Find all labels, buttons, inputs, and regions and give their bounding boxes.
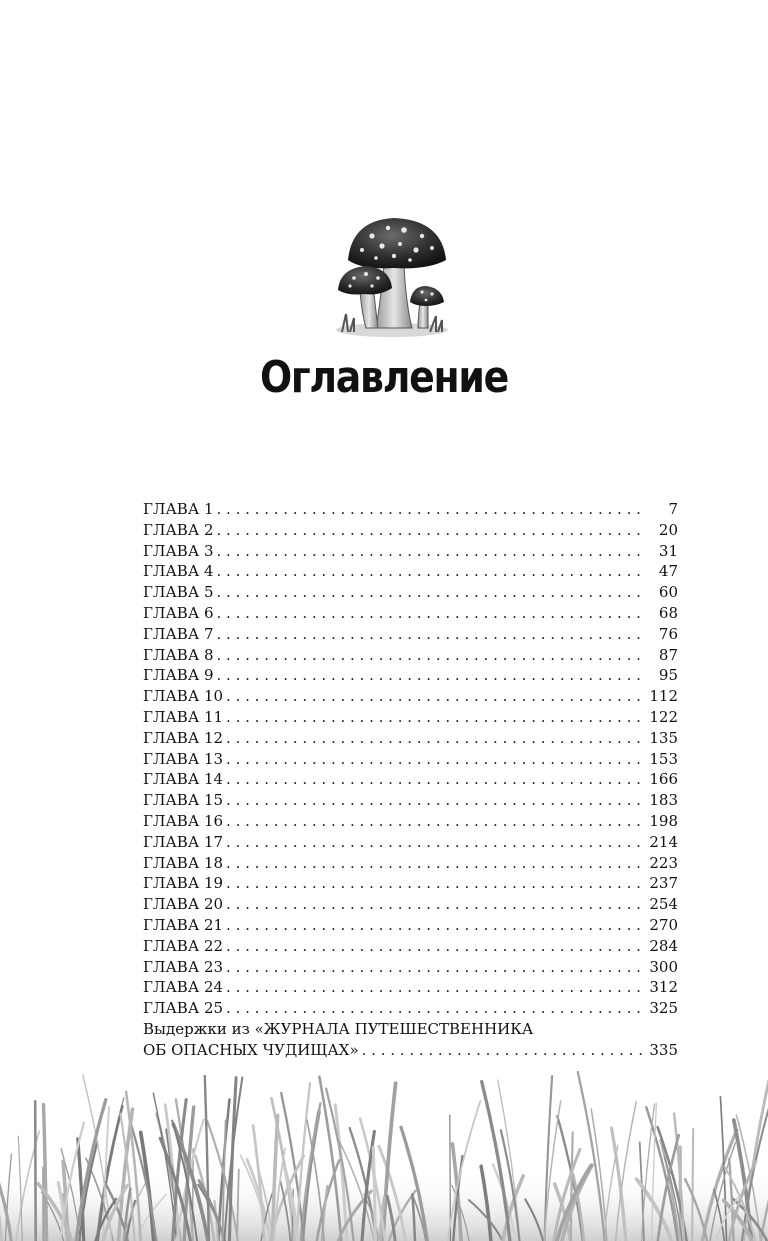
toc-entry (143, 499, 678, 520)
toc-leader-dots (226, 915, 644, 936)
toc-entry-label: ГЛАВА 2 (143, 520, 214, 539)
toc-entry (143, 520, 678, 541)
toc-entry (143, 665, 678, 686)
toc-entry-page: 20 (658, 520, 678, 539)
toc-entry-page: 47 (658, 562, 678, 581)
toc-entry (143, 561, 678, 582)
toc-entry (143, 957, 678, 978)
toc-entry (143, 915, 678, 936)
toc-entry-page: 214 (649, 832, 678, 851)
toc-leader-dots (217, 582, 644, 603)
toc-leader-dots (217, 665, 644, 686)
toc-entry-page: 122 (649, 707, 678, 726)
toc-entry (143, 686, 678, 707)
toc-entry-label: ГЛАВА 10 (143, 687, 224, 706)
toc-leader-dots (226, 936, 644, 957)
toc-entry-label: ГЛАВА 20 (143, 895, 224, 914)
toc-leader-dots (226, 749, 644, 770)
toc-entry-page: 87 (658, 645, 678, 664)
toc-entry-page: 68 (658, 603, 678, 622)
toc-entry-label: ГЛАВА 13 (143, 749, 224, 768)
grass-blade (35, 1101, 36, 1241)
toc-entry-label: ГЛАВА 15 (143, 791, 224, 810)
toc-entry-page: 237 (649, 874, 678, 893)
toc-appendix-entry (143, 1040, 678, 1061)
toc-entry-label: ГЛАВА 23 (143, 957, 224, 976)
toc-leader-dots (217, 603, 644, 624)
toc-entry-label: ГЛАВА 9 (143, 666, 214, 685)
toc-entry-label: ГЛАВА 16 (143, 811, 224, 830)
toc-entry (143, 728, 678, 749)
toc-leader-dots (226, 957, 644, 978)
toc-entry (143, 749, 678, 770)
toc-entry-page: 7 (668, 500, 678, 518)
toc-leader-dots (226, 728, 644, 749)
toc-entry-label: ГЛАВА 12 (143, 728, 224, 747)
toc-leader-dots (217, 499, 644, 520)
table-of-contents (143, 499, 678, 1061)
toc-leader-dots (217, 520, 644, 541)
toc-entry-page: 95 (658, 666, 678, 685)
toc-entry-page: 112 (649, 687, 678, 706)
toc-entry-label: ГЛАВА 11 (143, 707, 224, 726)
toc-entry-page: 223 (649, 853, 678, 872)
toc-leader-dots (226, 873, 644, 894)
toc-entry (143, 582, 678, 603)
toc-entry-page: 312 (649, 978, 678, 997)
toc-entry-page: 300 (649, 957, 678, 976)
toc-leader-dots (217, 624, 644, 645)
toc-entry-label: ГЛАВА 14 (143, 770, 224, 789)
toc-entry (143, 645, 678, 666)
toc-entry-page: 166 (649, 770, 678, 789)
toc-entry-label: ГЛАВА 25 (143, 999, 224, 1018)
toc-entry (143, 998, 678, 1019)
toc-entry-label: ГЛАВА 4 (143, 562, 214, 581)
toc-leader-dots (226, 707, 644, 728)
toc-appendix-label-1: Выдержки из «ЖУРНАЛА ПУТЕШЕСТВЕННИКА (143, 1019, 534, 1038)
toc-entry-label: ГЛАВА 17 (143, 832, 224, 851)
mushrooms-icon (332, 214, 454, 338)
toc-appendix-label-2: ОБ ОПАСНЫХ ЧУДИЩАХ» (143, 1040, 359, 1059)
toc-leader-dots (226, 998, 644, 1019)
toc-leader-dots (226, 894, 644, 915)
toc-entry-page: 198 (649, 811, 678, 830)
toc-entry-label: ГЛАВА 21 (143, 915, 224, 934)
toc-entry (143, 541, 678, 562)
toc-entry-label: ГЛАВА 7 (143, 624, 214, 643)
toc-entry-label: ГЛАВА 3 (143, 541, 214, 560)
page-title: Оглавление (260, 352, 508, 403)
toc-entry-label: ГЛАВА 22 (143, 936, 224, 955)
toc-entry (143, 707, 678, 728)
toc-entry (143, 624, 678, 645)
toc-appendix-page: 335 (649, 1040, 678, 1059)
toc-leader-dots (226, 769, 644, 790)
toc-entry-page: 325 (649, 999, 678, 1018)
toc-leader-dots (226, 811, 644, 832)
toc-leader-dots (226, 686, 644, 707)
grass-icon (0, 1060, 768, 1241)
toc-entry-label: ГЛАВА 1 (143, 500, 214, 518)
toc-entry (143, 603, 678, 624)
toc-entry-label: ГЛАВА 24 (143, 978, 224, 997)
toc-entry-page: 254 (649, 895, 678, 914)
toc-leader-dots (226, 977, 644, 998)
toc-leader-dots (226, 790, 644, 811)
toc-entry (143, 894, 678, 915)
toc-entry (143, 853, 678, 874)
toc-leader-dots (217, 541, 644, 562)
toc-entry-label: ГЛАВА 19 (143, 874, 224, 893)
toc-entry (143, 936, 678, 957)
toc-entry-page: 270 (649, 915, 678, 934)
toc-entry-page: 60 (658, 583, 678, 602)
toc-entry (143, 873, 678, 894)
toc-entry-page: 135 (649, 728, 678, 747)
toc-leader-dots (226, 853, 644, 874)
toc-leader-dots (217, 561, 644, 582)
toc-entry-label: ГЛАВА 8 (143, 645, 214, 664)
toc-entry-label: ГЛАВА 5 (143, 583, 214, 602)
toc-entry-page: 183 (649, 791, 678, 810)
toc-entry-page: 153 (649, 749, 678, 768)
toc-entry-label: ГЛАВА 6 (143, 603, 214, 622)
toc-entry (143, 832, 678, 853)
toc-entry (143, 977, 678, 998)
toc-entry-page: 284 (649, 936, 678, 955)
toc-leader-dots (217, 645, 644, 666)
toc-leader-dots (362, 1040, 644, 1061)
grass-blade (692, 1129, 693, 1241)
toc-entry-page: 76 (658, 624, 678, 643)
toc-entry (143, 790, 678, 811)
toc-entry (143, 769, 678, 790)
toc-entry (143, 811, 678, 832)
toc-entry-page: 31 (658, 541, 678, 560)
toc-leader-dots (226, 832, 644, 853)
toc-appendix-first-line (143, 1019, 678, 1040)
toc-entry-label: ГЛАВА 18 (143, 853, 224, 872)
